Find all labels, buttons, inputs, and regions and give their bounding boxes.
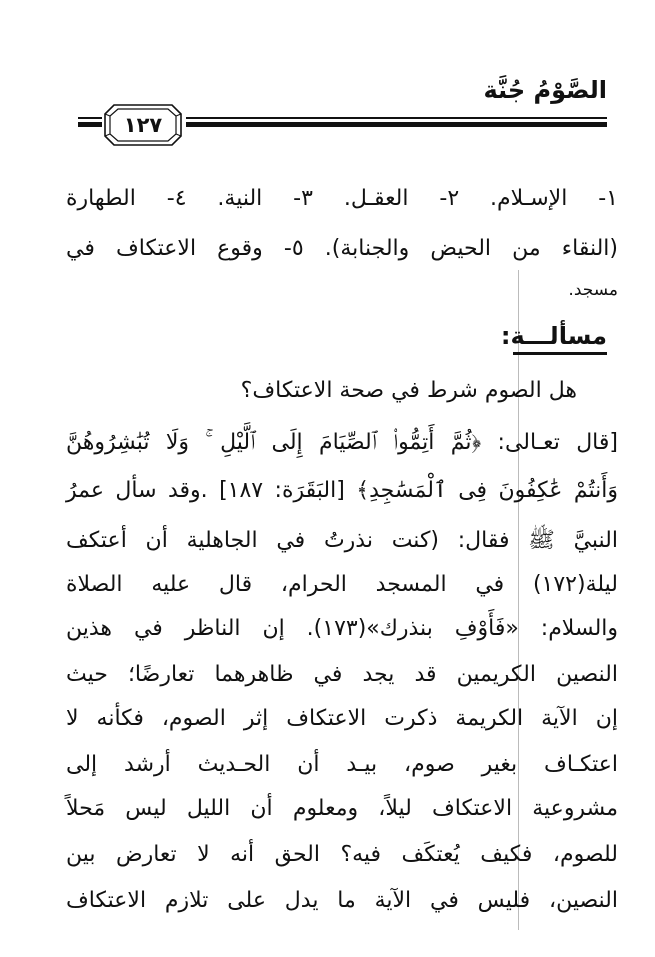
header-rule-left-bottom	[78, 122, 102, 127]
text-line: اعتكـاف بغير صوم، بيـد أن الحـديث أرشد إلى	[66, 752, 618, 777]
text-line: ١- الإسـلام. ٢- العقـل. ٣- النية. ٤- الطهارة	[66, 186, 618, 211]
running-title: الصَّوْمُ جُنَّة	[483, 76, 607, 104]
text-line: النصين الكريمين قد يجد في ظاهرهما تعارضًا؛ حيث	[66, 662, 618, 687]
page-number: ١٢٧	[123, 113, 163, 137]
scan-crease	[518, 270, 519, 930]
heading-underline	[513, 352, 607, 355]
header-rule-top	[186, 117, 607, 119]
text-line: النصين، فليس في الآية ما يدل على تلازم الاعتكاف	[66, 888, 618, 913]
header-rule-left-top	[78, 117, 102, 119]
text-line: (النقاء من الحيض والجنابة). ٥- وقوع الاعتكاف في	[66, 236, 618, 261]
text-line: ليلة(١٧٢) في المسجد الحرام، قال عليه الصلاة	[66, 572, 618, 597]
text-line: وَأَنتُمْ عَٰكِفُونَ فِى ٱلْمَسَٰجِدِ﴾ [البَقَرَة: ١٨٧] .وقد سأل عمرُ	[66, 478, 618, 503]
page-number-frame	[104, 104, 182, 146]
text-line: للصوم، فكيف يُعتكَف فيه؟ الحق أنه لا تعارض بين	[66, 842, 618, 867]
text-line: [قال تعـالى: ﴿ثُمَّ أَتِمُّوا۟ ٱلصِّيَامَ إِلَى ٱلَّيْلِ ۚ وَلَا تُبَٰشِرُوهُنَّ	[66, 430, 618, 455]
text-line: والسلام: «فَأَوْفِ بنذرك»(١٧٣). إن الناظر في هذين	[66, 616, 619, 641]
header-rule-bottom	[186, 122, 607, 127]
text-line: مشروعية الاعتكاف ليلاً، ومعلوم أن الليل ليس مَحلاً	[66, 796, 618, 821]
text-line: مسجد.	[568, 280, 618, 300]
question-line: هل الصوم شرط في صحة الاعتكاف؟	[240, 378, 577, 403]
text-line: النبيَّ ﷺ فقال: (كنت نذرتُ في الجاهلية أن أعتكف	[66, 528, 618, 553]
text-line: إن الآية الكريمة ذكرت الاعتكاف إثر الصوم، فكأنه لا	[66, 706, 618, 731]
section-heading: مسألـــة:	[500, 322, 607, 350]
